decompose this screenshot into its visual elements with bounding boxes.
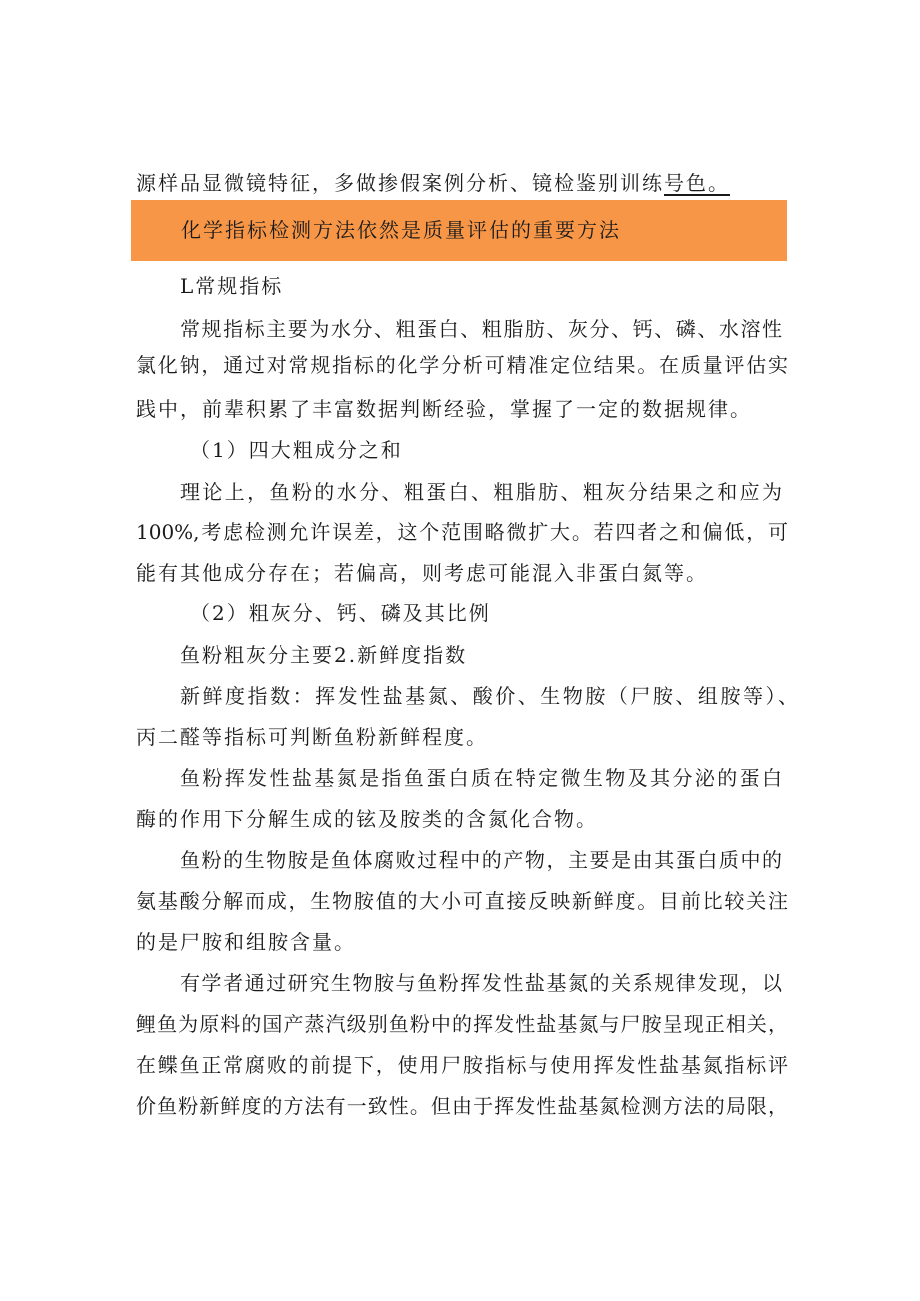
paragraph-line: 能有其他成分存在；若偏高，则考虑可能混入非蛋白氮等。	[136, 561, 708, 585]
paragraph-line: 在鲽鱼正常腐败的前提下，使用尸胺指标与使用挥发性盐基氮指标评	[136, 1053, 788, 1077]
paragraph-line: 酶的作用下分解生成的铉及胺类的含氮化合物。	[136, 807, 598, 831]
paragraph-line: 鱼粉挥发性盐基氮是指鱼蛋白质在特定微生物及其分泌的蛋白	[180, 766, 782, 790]
paragraph-line: 的是尸胺和组胺含量。	[136, 930, 356, 954]
paragraph-line: 鱼粉的生物胺是鱼体腐败过程中的产物，主要是由其蛋白质中的	[180, 848, 782, 872]
intro-line-main: 源样品显微镜特征，多做掺假案例分析、镜检鉴别训练	[136, 171, 664, 195]
intro-line	[136, 168, 730, 198]
paragraph-line: 100%,考虑检测允许误差，这个范围略微扩大。若四者之和偏低，可	[136, 520, 788, 544]
paragraph-line: 鱼粉粗灰分主要2.新鲜度指数	[180, 643, 468, 667]
paragraph-line: 理论上，鱼粉的水分、粗蛋白、粗脂肪、粗灰分结果之和应为	[180, 480, 782, 504]
sub-2-heading: （2）粗灰分、钙、磷及其比例	[190, 601, 491, 625]
paragraph-line: 践中，前辈积累了丰富数据判断经验，掌握了一定的数据规律。	[136, 397, 752, 421]
intro-line-underlined: 号色。	[664, 171, 730, 195]
paragraph-line: 氨基酸分解而成，生物胺值的大小可直接反映新鲜度。目前比较关注	[136, 889, 788, 913]
highlight-banner	[131, 200, 787, 261]
banner-heading: 化学指标检测方法依然是质量评估的重要方法	[181, 218, 621, 242]
paragraph-line: 有学者通过研究生物胺与鱼粉挥发性盐基氮的关系规律发现，以	[180, 971, 782, 995]
paragraph-line: 氯化钠，通过对常规指标的化学分析可精准定位结果。在质量评估实	[136, 353, 788, 377]
paragraph-line: 新鲜度指数：挥发性盐基氮、酸价、生物胺（尸胺、组胺等）、	[180, 684, 798, 708]
sub-1-heading: （1）四大粗成分之和	[190, 438, 403, 462]
paragraph-line: 常规指标主要为水分、粗蛋白、粗脂肪、灰分、钙、磷、水溶性	[180, 317, 782, 341]
section-1-heading: L常规指标	[180, 274, 284, 298]
paragraph-line: 丙二醛等指标可判断鱼粉新鲜程度。	[136, 725, 488, 749]
paragraph-line: 价鱼粉新鲜度的方法有一致性。但由于挥发性盐基氮检测方法的局限，	[136, 1094, 788, 1118]
paragraph-line: 鲤鱼为原料的国产蒸汽级别鱼粉中的挥发性盐基氮与尸胺呈现正相关，	[136, 1012, 788, 1036]
